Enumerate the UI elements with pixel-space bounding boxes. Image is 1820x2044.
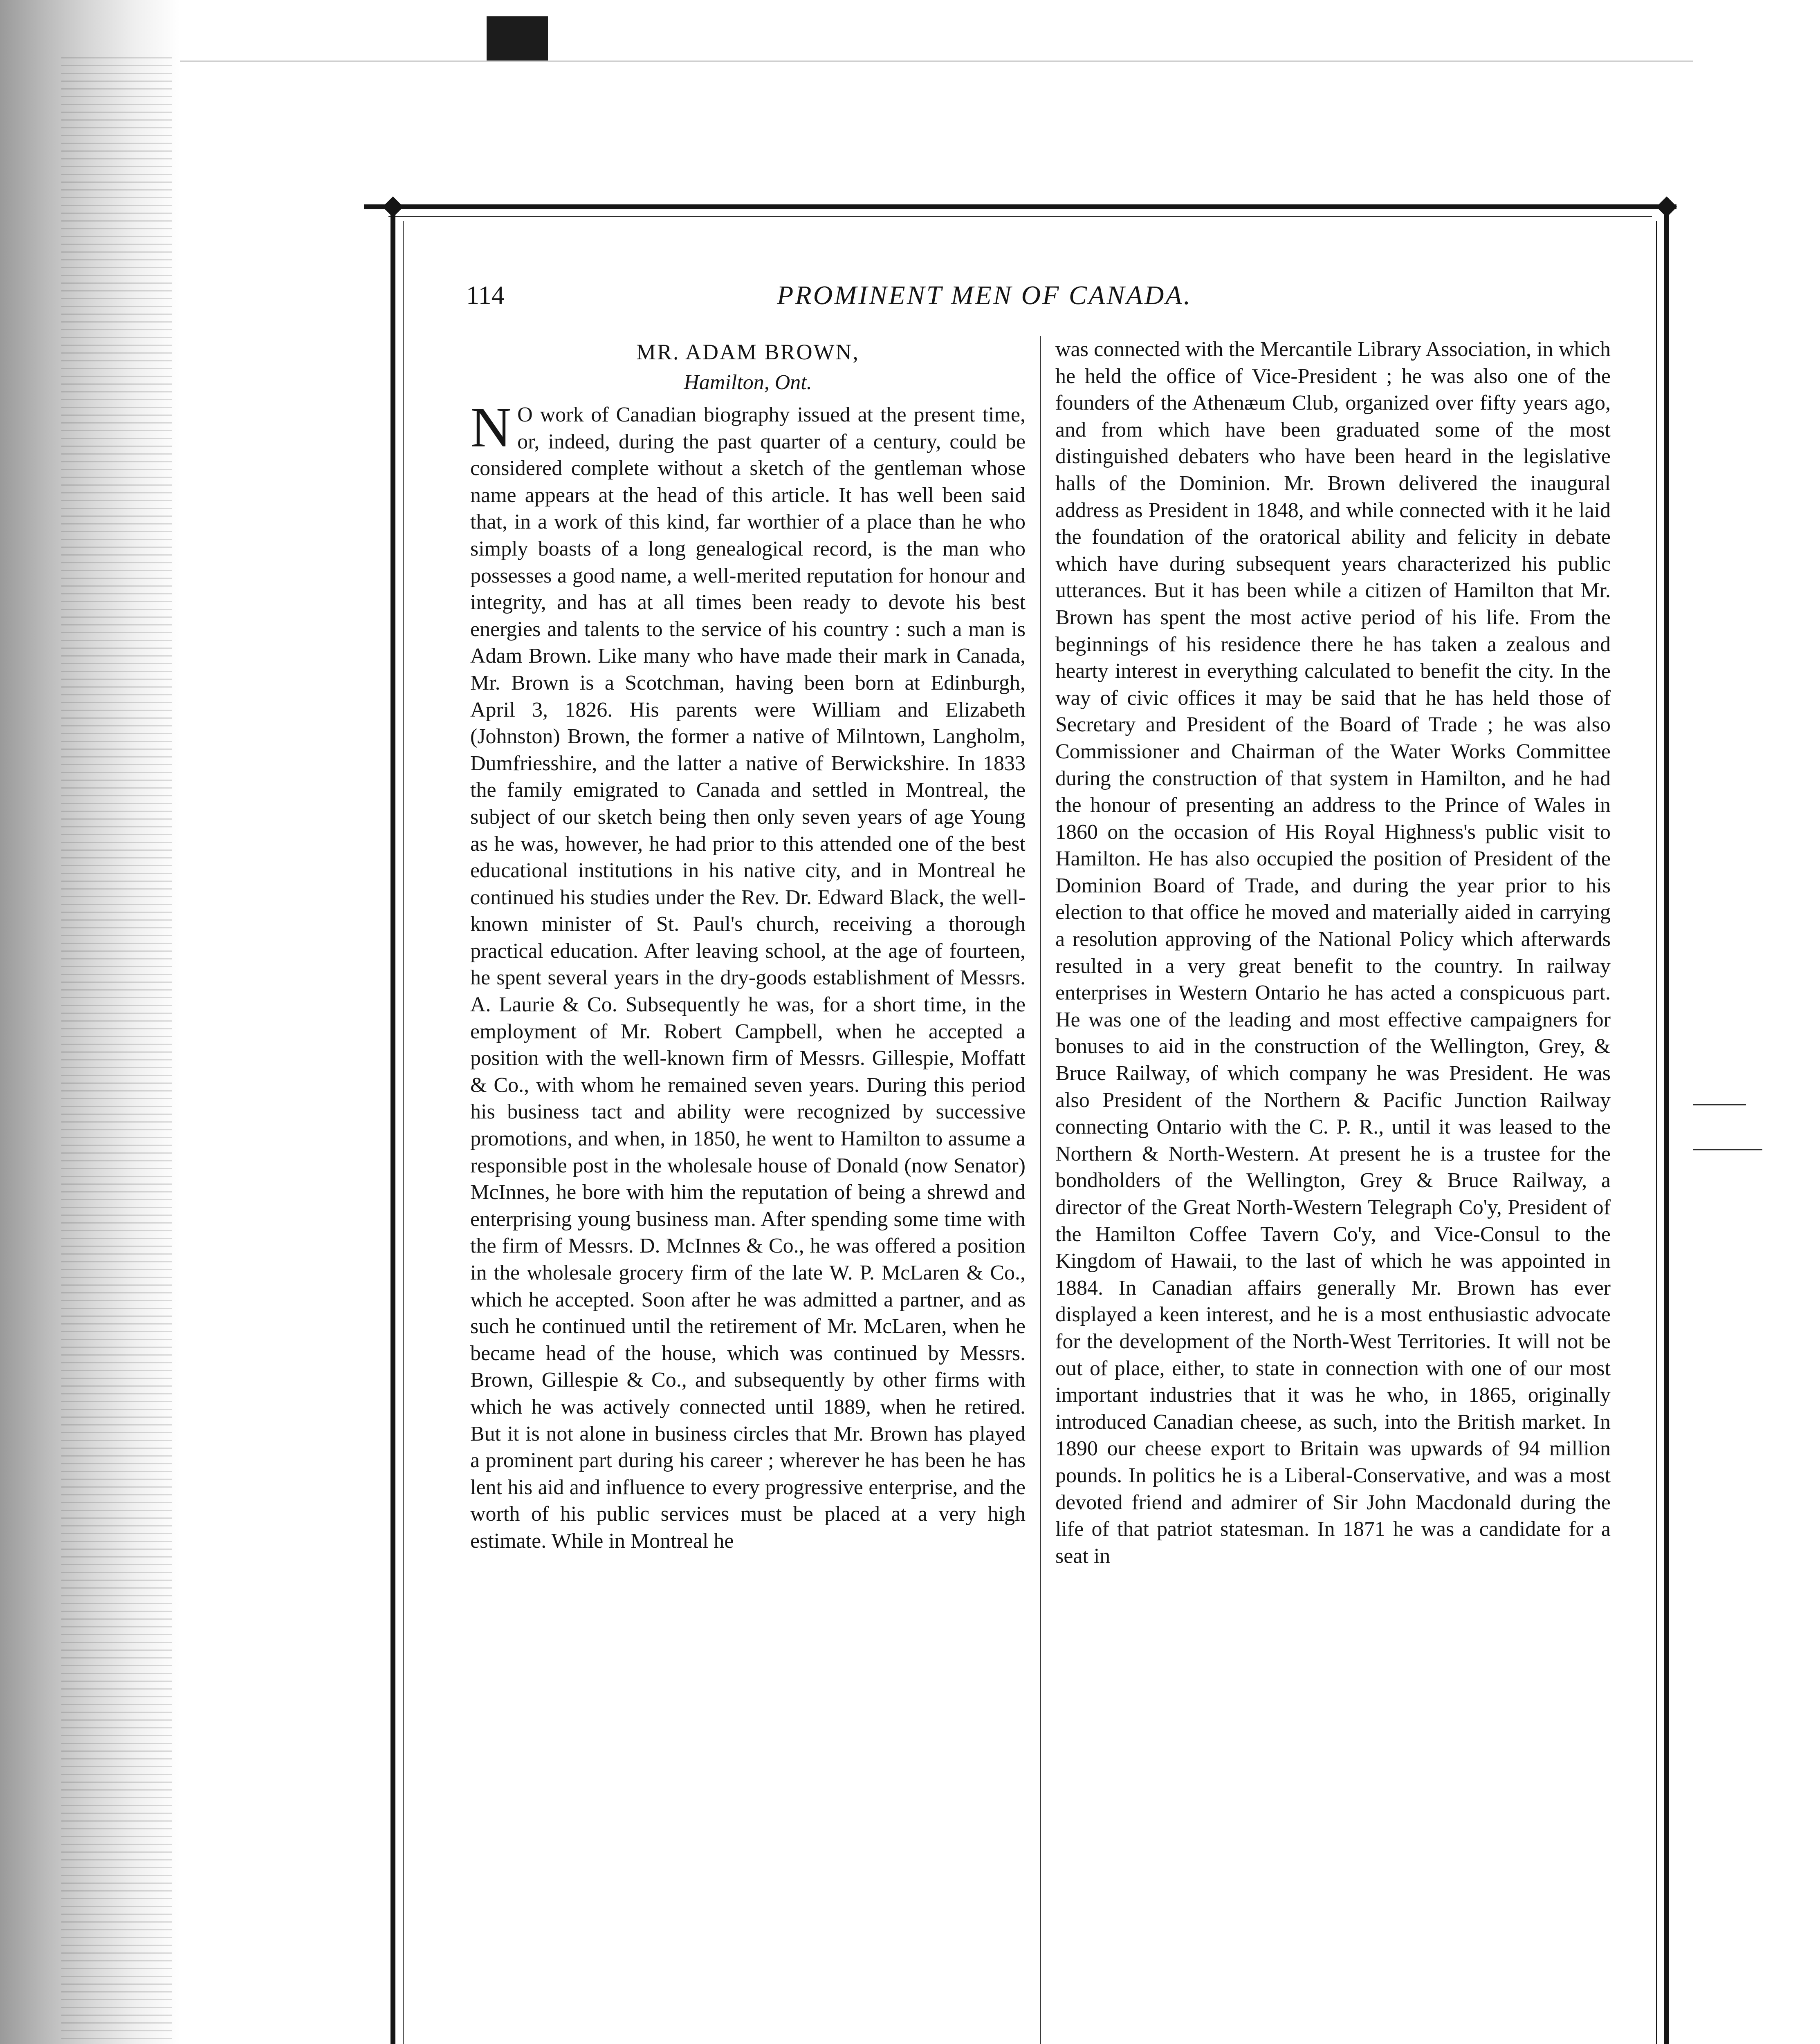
scan-margin-mark <box>1693 1149 1762 1150</box>
frame-left-border <box>390 213 395 2044</box>
scan-tab-mark <box>487 16 548 61</box>
article-column-left <box>470 336 1026 1555</box>
frame-right-inner-line <box>1656 221 1657 2044</box>
article-body-left <box>470 396 1026 1555</box>
article-column-right <box>1055 336 1611 1569</box>
article-body-right: was connected with the Mercantile Library Association, in which he held the office of Vice-President ; he was also one of the founders of the Athenæum Club, organized over fifty years ago, and from which have been graduated some of the most distinguished debaters who have been heard in the legislative halls of the Dominion. Mr. Brown delivered the inaugural address as President in 1848, and while connected with it he laid the foundation of the oratorical ability and felicity in debate which have during subsequent years characterized his public utterances. But it has been while a citizen of Hamilton that Mr. Brown has spent the most active period of his life. From the beginnings of his residence there he has taken a zealous and hearty interest in everything calculated to benefit the city. In the way of civic offices it may be said that he has held those of Secretary and President of the Board of Trade ; he was also Commissioner and Chairman of the Water Works Committee during the construction of that system in Hamilton, and he had the honour of presenting an address to the Prince of Wales in 1860 on the occasion of His Royal Highness's public visit to Hamilton. He has also occupied the position of President of the Dominion Board of Trade, and during the year prior to his election to that office he moved and materially aided in carrying a resolution approving of the National Policy which afterwards resulted in a very great benefit to the country. In railway enterprises in Western Ontario he has acted a conspicuous part. He was one of the leading and most effective campaigners for bonuses to aid in the construction of the Wellington, Grey, & Bruce Railway, of which company he was President. He was also President of the Northern & Pacific Junction Railway connecting Ontario with the C. P. R., until it was leased to the Northern & North-Western. At present he is a trustee for the bondholders of the Wellington, Grey & Bruce Railway, a director of the Great North-Western Telegraph Co'y, President of the Hamilton Coffee Tavern Co'y, and Vice-Consul to the Kingdom of Hawaii, to the last of which he was appointed in 1884. In Canadian affairs generally Mr. Brown has ever displayed a keen interest, and he is a most enthusiastic advocate for the development of the North-West Territories. It will not be out of place, either, to state in connection with one of our most important industries that it was he who, in 1865, originally introduced Canadian cheese, as such, into the British market. In 1890 our cheese export to Britain was upwards of 94 million pounds. In politics he is a Liberal-Conservative, and was a most devoted friend and admirer of Sir John Macdonald during the life of that patriot statesman. In 1871 he was a candidate for a seat in <box>1055 338 1611 1568</box>
frame-corner-ornament <box>1656 197 1677 217</box>
frame-top-inner-line <box>388 216 1652 217</box>
column-divider <box>1040 336 1041 2044</box>
scan-edge-line <box>180 61 1693 62</box>
article-place: Hamilton, Ont. <box>684 371 812 394</box>
page-number: 114 <box>466 280 505 309</box>
running-title: PROMINENT MEN OF CANADA. <box>777 280 1192 310</box>
scan-margin-mark <box>1693 1104 1746 1105</box>
drop-cap: N <box>470 396 512 459</box>
frame-top-border <box>364 204 1676 209</box>
scan-binding-streaks <box>61 57 172 2044</box>
frame-right-border <box>1664 213 1669 2044</box>
article-text-left: O work of Canadian biography issued at the present time, or, indeed, during the past quarter of a century, could be considered complete without a sketch of the gentleman whose name appears at the head of this article. It has well been said that, in a work of this kind, far worthier of a place than he who simply boasts of a long genealogical record, is the man who possesses a good name, a well-merited reputation for honour and integrity, and has at all times been ready to devote his best energies and talents to the service of his country : such a man is Adam Brown. Like many who have made their mark in Canada, Mr. Brown is a Scotchman, having been born at Edinburgh, April 3, 1826. His parents were William and Elizabeth (Johnston) Brown, the former a native of Milntown, Langholm, Dumfriesshire, and the latter a native of Berwickshire. In 1833 the family emigrated to Canada and settled in Montreal, the subject of our sketch being then only seven years of age Young as he was, however, he had prior to this attended one of the best educational institutions in his native city, and in Montreal he continued his studies under the Rev. Dr. Edward Black, the well-known minister of St. Paul's church, receiving a thorough practical education. After leaving school, at the age of fourteen, he spent several years in the dry-goods establishment of Messrs. A. Laurie & Co. Subsequently he was, for a short time, in the employment of Mr. Robert Campbell, when he accepted a position with the well-known firm of Messrs. Gillespie, Moffatt & Co., with whom he remained seven years. During this period his business tact and ability were recognized by successive promotions, and when, in 1850, he went to Hamilton to assume a responsible post in the wholesale house of Donald (now Senator) McInnes, he bore with him the reputation of being a shrewd and enterprising young business man. After spending some time with the firm of Messrs. D. McInnes & Co., he was offered a position in the wholesale grocery firm of the late W. P. McLaren & Co., which he accepted. Soon after he was admitted a partner, and as such he continued until the retirement of Mr. McLaren, when he became head of the house, which was continued by Messrs. Brown, Gillespie & Co., and subsequently by other firms with which he was actively connected until 1889, when he retired. But it is not alone in business circles that Mr. Brown has played a prominent part during his career ; wherever he has been he has lent his aid and influence to every progressive enterprise, and the worth of his public services must be placed at a very high estimate. While in Montreal he <box>470 403 1026 1553</box>
article-title: MR. ADAM BROWN, <box>636 340 860 364</box>
frame-left-inner-line <box>403 221 404 2044</box>
frame-corner-ornament <box>383 197 404 217</box>
